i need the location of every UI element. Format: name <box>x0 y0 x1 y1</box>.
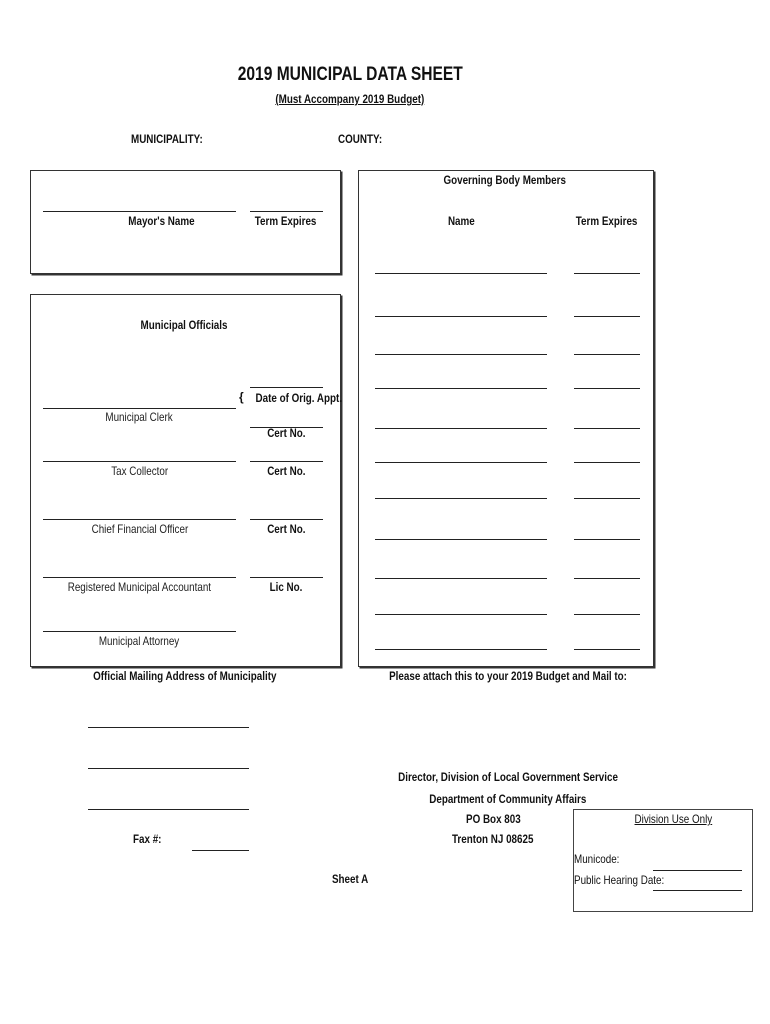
fax-line[interactable] <box>192 850 249 851</box>
officials-box <box>30 294 341 667</box>
municipality-label: MUNICIPALITY: <box>131 132 203 146</box>
municode-line[interactable] <box>653 870 742 871</box>
brace-symbol: { <box>239 390 244 404</box>
member-name-line[interactable] <box>375 539 547 540</box>
mayor-term-line[interactable] <box>250 211 323 212</box>
governing-heading: Governing Body Members <box>443 173 567 187</box>
tax-collector-label: Tax Collector <box>111 464 168 478</box>
member-name-line[interactable] <box>375 273 547 274</box>
member-name-line[interactable] <box>375 354 547 355</box>
rma-lic-label: Lic No. <box>269 580 303 594</box>
governing-term-label: Term Expires <box>576 214 638 228</box>
member-name-line[interactable] <box>375 649 547 650</box>
member-term-line[interactable] <box>574 462 640 463</box>
address-line-2[interactable] <box>88 768 249 769</box>
attorney-label: Municipal Attorney <box>99 634 180 648</box>
tax-collector-line[interactable] <box>43 461 236 462</box>
member-term-line[interactable] <box>574 539 640 540</box>
page-subtitle: (Must Accompany 2019 Budget) <box>275 92 425 106</box>
sheet-label: Sheet A <box>331 872 369 886</box>
orig-appt-label: Date of Orig. Appt. <box>255 391 343 405</box>
member-name-line[interactable] <box>375 316 547 317</box>
page-title: 2019 MUNICIPAL DATA SHEET <box>237 64 463 85</box>
address-department: Department of Community Affairs <box>429 792 587 806</box>
orig-appt-line[interactable] <box>250 387 323 388</box>
attach-heading: Please attach this to your 2019 Budget and Mail to: <box>389 669 627 683</box>
cfo-cert-label: Cert No. <box>266 522 306 536</box>
governing-name-label: Name <box>447 214 475 228</box>
mailing-heading: Official Mailing Address of Municipality <box>92 669 277 683</box>
member-name-line[interactable] <box>375 462 547 463</box>
member-name-line[interactable] <box>375 578 547 579</box>
tax-collector-cert-label: Cert No. <box>266 464 306 478</box>
address-director: Director, Division of Local Government Service <box>398 770 618 784</box>
member-term-line[interactable] <box>574 614 640 615</box>
officials-heading: Municipal Officials <box>141 318 228 332</box>
member-term-line[interactable] <box>574 498 640 499</box>
hearing-label: Public Hearing Date: <box>574 873 665 887</box>
clerk-cert-label: Cert No. <box>266 426 306 440</box>
tax-collector-cert-line[interactable] <box>250 461 323 462</box>
member-term-line[interactable] <box>574 388 640 389</box>
address-line-1[interactable] <box>88 727 249 728</box>
rma-label: Registered Municipal Accountant <box>67 580 212 594</box>
governing-box <box>358 170 654 667</box>
mayor-term-label: Term Expires <box>255 214 317 228</box>
division-heading: Division Use Only <box>634 812 712 826</box>
member-name-line[interactable] <box>375 428 547 429</box>
address-po-box: PO Box 803 <box>465 812 521 826</box>
hearing-line[interactable] <box>653 890 742 891</box>
rma-line[interactable] <box>43 577 236 578</box>
member-name-line[interactable] <box>375 498 547 499</box>
member-name-line[interactable] <box>375 388 547 389</box>
member-term-line[interactable] <box>574 578 640 579</box>
member-name-line[interactable] <box>375 614 547 615</box>
member-term-line[interactable] <box>574 354 640 355</box>
member-term-line[interactable] <box>574 273 640 274</box>
member-term-line[interactable] <box>574 649 640 650</box>
mayor-name-label: Mayor's Name <box>127 214 195 228</box>
cfo-label: Chief Financial Officer <box>91 522 188 536</box>
attorney-line[interactable] <box>43 631 236 632</box>
address-city: Trenton NJ 08625 <box>452 832 534 846</box>
clerk-line[interactable] <box>43 408 236 409</box>
member-term-line[interactable] <box>574 428 640 429</box>
mayor-name-line[interactable] <box>43 211 236 212</box>
address-line-3[interactable] <box>88 809 249 810</box>
cfo-cert-line[interactable] <box>250 519 323 520</box>
municode-label: Municode: <box>574 852 620 866</box>
county-label: COUNTY: <box>338 132 383 146</box>
clerk-label: Municipal Clerk <box>105 410 174 424</box>
rma-lic-line[interactable] <box>250 577 323 578</box>
cfo-line[interactable] <box>43 519 236 520</box>
fax-label: Fax #: <box>133 832 162 846</box>
member-term-line[interactable] <box>574 316 640 317</box>
